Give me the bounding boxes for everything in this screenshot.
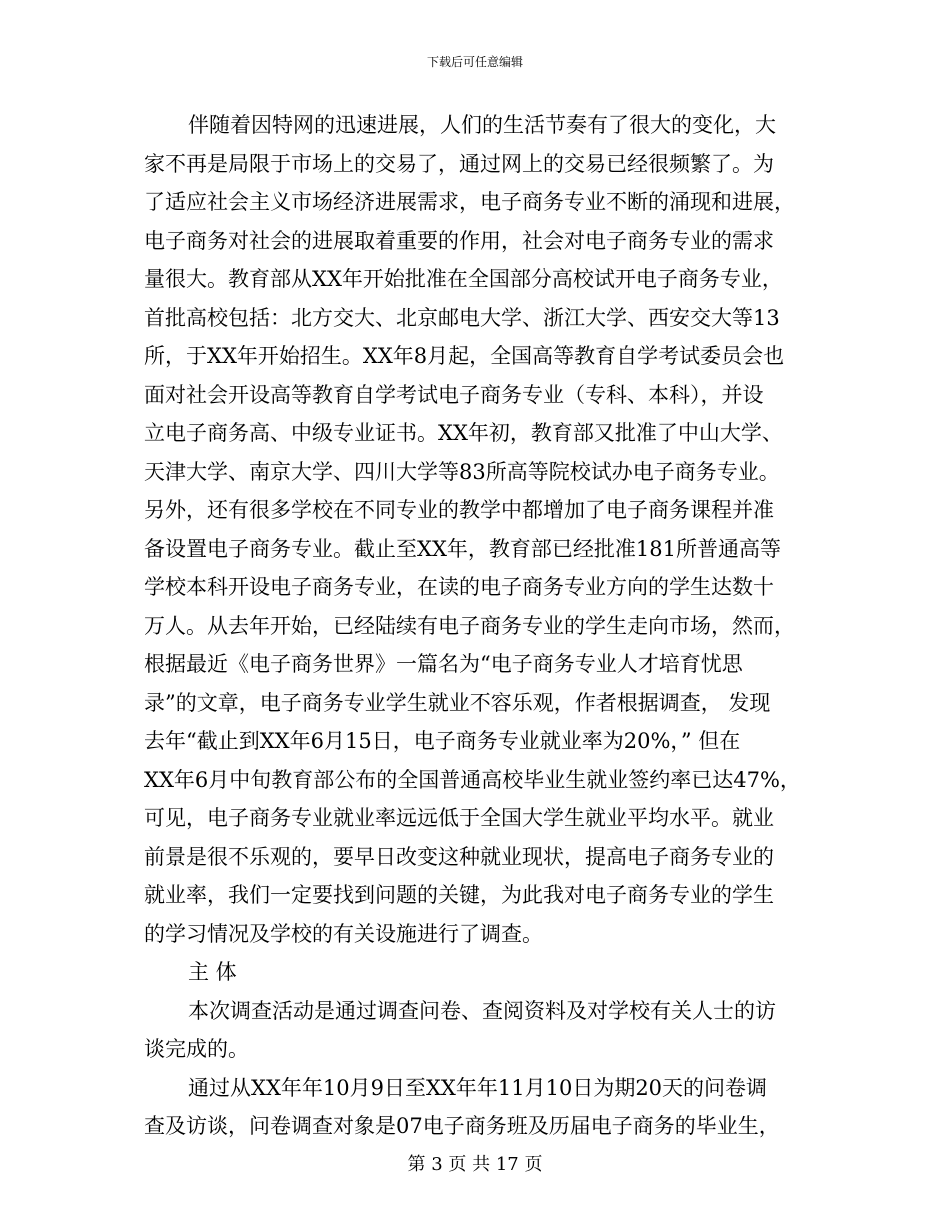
- text-line: 天津大学、南京大学、四川大学等83所高等院校试办电子商务专业。: [144, 459, 780, 484]
- text-line: XX年6月中旬教育部公布的全国普通高校毕业生就业签约率已达47%，: [144, 767, 801, 792]
- text-line: 根据最近《电子商务世界》一篇名为“电子商务专业人才培育忧思: [144, 652, 743, 676]
- text-line: 万人。从去年开始，已经陆续有电子商务专业的学生走向市场，然而，: [144, 613, 795, 638]
- text-line: 首批高校包括：北方交大、北京邮电大学、浙江大学、西安交大等13: [144, 305, 780, 330]
- text-line: 面对社会开设高等教育自学考试电子商务专业（专科、本科），并设: [144, 382, 764, 407]
- text-line: 查及访谈，问卷调查对象是07电子商务班及历届电子商务的毕业生，: [144, 1114, 780, 1138]
- text-line: 本次调查活动是通过调查问卷、查阅资料及对学校有关人士的访: [188, 998, 776, 1023]
- page-number-footer: 第 3 页 共 17 页: [407, 1154, 543, 1175]
- text-line: 立电子商务高、中级专业证书。XX年初，教育部又批准了中山大学、: [144, 421, 783, 445]
- section-heading: 主 体: [188, 960, 237, 984]
- text-line: 通过从XX年年10月9日至XX年年11月10日为期20天的问卷调: [188, 1075, 768, 1100]
- text-line: 伴随着因特网的迅速进展，人们的生活节奏有了很大的变化，大: [188, 113, 776, 137]
- text-line: 了适应社会主义市场经济进展需求，电子商务专业不断的涌现和进展，: [144, 190, 795, 214]
- text-line: 另外，还有很多学校在不同专业的教学中都增加了电子商务课程并准: [144, 498, 774, 522]
- text-line: 量很大。教育部从XX年开始批准在全国部分高校试开电子商务专业，: [144, 267, 783, 291]
- text-line: 家不再是局限于市场上的交易了，通过网上的交易已经很频繁了。为: [144, 151, 774, 176]
- text-line: 所，于XX年开始招生。XX年8月起，全国高等教育自学考试委员会也: [144, 344, 785, 368]
- text-line: 学校本科开设电子商务专业，在读的电子商务专业方向的学生达数十: [144, 575, 774, 599]
- text-line: 谈完成的。: [144, 1037, 249, 1061]
- text-line: 前景是很不乐观的，要早日改变这种就业现状，提高电子商务专业的: [144, 844, 774, 869]
- text-line: 就业率，我们一定要找到问题的关键，为此我对电子商务专业的学生: [144, 883, 774, 907]
- text-line: 的学习情况及学校的有关设施进行了调查。: [144, 921, 543, 946]
- text-line: 录”的文章，电子商务专业学生就业不容乐观，作者根据调查， 发现: [144, 690, 771, 715]
- text-line: 备设置电子商务专业。截止至XX年，教育部已经批准181所普通高等: [144, 536, 781, 561]
- text-line: 可见，电子商务专业就业率远远低于全国大学生就业平均水平。就业: [144, 806, 774, 830]
- text-line: 电子商务对社会的进展取着重要的作用，社会对电子商务专业的需求: [144, 228, 774, 253]
- document-body: [144, 106, 806, 1146]
- page-header: 下载后可任意编辑: [426, 55, 523, 69]
- text-line: 去年“截止到XX年6月15日，电子商务专业就业率为20%，” 但在: [144, 729, 741, 753]
